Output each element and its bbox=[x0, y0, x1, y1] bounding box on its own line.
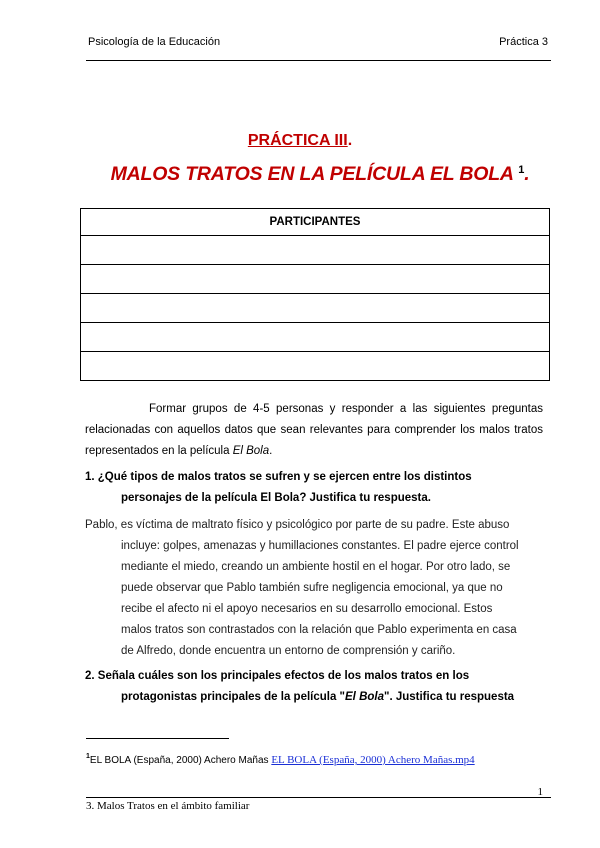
footnote-video-link[interactable]: EL BOLA (España, 2000) Achero Mañas.mp4 bbox=[271, 754, 475, 766]
question-2-line: 2. Señala cuáles son los principales efectos de los malos tratos en los bbox=[85, 670, 470, 682]
participant-row[interactable] bbox=[81, 265, 550, 294]
intro-film-title: El Bola bbox=[232, 445, 270, 457]
question-2 bbox=[85, 666, 545, 708]
footer-text: 3. Malos Tratos en el ámbito familiar bbox=[86, 800, 250, 812]
question-2-text-end: ". Justifica tu respuesta bbox=[384, 691, 515, 703]
question-1-line: personajes de la película El Bola? Justifica tu respuesta. bbox=[121, 492, 431, 504]
footnote-separator bbox=[86, 738, 229, 739]
question-1 bbox=[85, 467, 545, 509]
intro-text-end: . bbox=[269, 445, 273, 457]
question-1-line: 1. ¿Qué tipos de malos tratos se sufren y se ejercen entre los distintos bbox=[85, 471, 472, 483]
footnote-number: 1 bbox=[86, 753, 90, 760]
footer-divider bbox=[86, 797, 551, 798]
answer-1 bbox=[85, 515, 545, 662]
practice-title bbox=[0, 132, 600, 150]
question-2-line bbox=[85, 687, 545, 708]
answer-line: de Alfredo, donde encuentra un entorno de comprensión y cariño. bbox=[121, 645, 456, 657]
answer-line: recibe el afecto ni el apoyo necesarios en su desarrollo emocional. Estos bbox=[121, 603, 493, 615]
question-2-film-title: El Bola bbox=[345, 691, 384, 703]
main-title bbox=[0, 163, 600, 186]
participant-row[interactable] bbox=[81, 323, 550, 352]
question-2-text: protagonistas principales de la película " bbox=[121, 691, 346, 703]
footnote-text: EL BOLA (España, 2000) Achero Mañas bbox=[89, 755, 272, 766]
page-number: 1 bbox=[537, 786, 543, 798]
main-title-text: MALOS TRATOS EN LA PELÍCULA EL BOLA bbox=[110, 163, 514, 185]
participant-row[interactable] bbox=[81, 236, 550, 265]
intro-text: Formar grupos de 4-5 personas y responder a las siguientes preguntas relacionadas con aquellos datos que sean relevantes para comprender los malos tratos representados en la película bbox=[85, 403, 543, 457]
answer-line: incluye: golpes, amenazas y humillaciones constantes. El padre ejerce control bbox=[121, 540, 519, 552]
answer-line: puede observar que Pablo también sufre negligencia emocional, ya que no bbox=[121, 582, 503, 594]
participant-row[interactable] bbox=[81, 352, 550, 381]
header-left: Psicología de la Educación bbox=[88, 36, 221, 48]
main-title-suffix: . bbox=[524, 163, 530, 185]
participants-table bbox=[80, 208, 550, 381]
practice-title-suffix: . bbox=[347, 132, 353, 149]
answer-line: malos tratos son contrastados con la relación que Pablo experimenta en casa bbox=[121, 624, 517, 636]
footnote-ref[interactable]: 1 bbox=[518, 164, 525, 176]
header-right: Práctica 3 bbox=[499, 36, 548, 48]
participants-header: PARTICIPANTES bbox=[81, 209, 550, 236]
intro-paragraph bbox=[85, 399, 543, 462]
header-divider bbox=[86, 60, 551, 61]
practice-title-text: PRÁCTICA III bbox=[247, 132, 348, 149]
answer-line: Pablo, es víctima de maltrato físico y psicológico por parte de su padre. Este abuso bbox=[85, 519, 510, 531]
answer-line: mediante el miedo, creando un ambiente hostil en el hogar. Por otro lado, se bbox=[121, 561, 511, 573]
participant-row[interactable] bbox=[81, 294, 550, 323]
footnote bbox=[86, 753, 475, 766]
